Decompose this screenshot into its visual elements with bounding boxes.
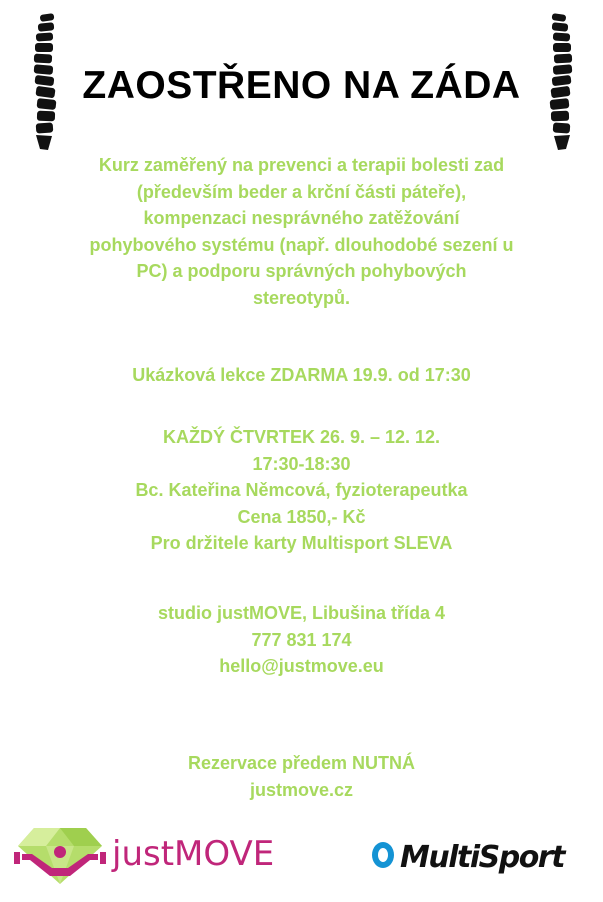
diamond-logo-icon <box>12 824 108 890</box>
description-line: kompenzaci nesprávného zatěžování <box>143 208 460 228</box>
instructor: Bc. Kateřina Němcová, fyzioterapeutka <box>135 480 468 500</box>
schedule-block <box>20 424 583 557</box>
phone-number: 777 831 174 <box>251 629 352 650</box>
justmove-wordmark: justMOVE <box>112 834 275 874</box>
multisport-wordmark: MultiSport <box>400 840 564 875</box>
price: Cena 1850,- Kč <box>237 506 366 527</box>
reservation-note: Rezervace předem NUTNÁ <box>187 753 416 773</box>
multisport-o-icon <box>370 840 396 870</box>
demo-lesson-text: Ukázková lekce ZDARMA 19.9. od 17:30 <box>132 365 471 385</box>
description-line: PC) a podporu správných pohybových <box>136 261 467 281</box>
discount-note: Pro držitele karty Multisport SLEVA <box>150 533 453 553</box>
schedule-time: 17:30-18:30 <box>252 453 351 474</box>
contact-block <box>20 600 583 680</box>
multisport-logo <box>370 836 590 886</box>
page-title: ZAOSTŘENO NA ZÁDA <box>82 64 521 107</box>
reservation-block <box>20 750 583 803</box>
website-link: justmove.cz <box>249 779 354 800</box>
email-address: hello@justmove.eu <box>219 656 384 676</box>
description-line: pohybového systému (např. dlouhodobé sezení u <box>89 234 514 255</box>
demo-lesson <box>20 362 583 389</box>
description-line: Kurz zaměřený na prevenci a terapii bolesti zad <box>98 155 505 175</box>
course-description <box>20 152 583 311</box>
description-line: stereotypů. <box>252 287 351 308</box>
description-line: (především beder a krční části páteře), <box>136 181 467 202</box>
studio-address: studio justMOVE, Libušina třída 4 <box>157 603 446 623</box>
justmove-logo <box>12 822 282 892</box>
schedule-dates: KAŽDÝ ČTVRTEK 26. 9. – 12. 12. <box>162 427 441 447</box>
